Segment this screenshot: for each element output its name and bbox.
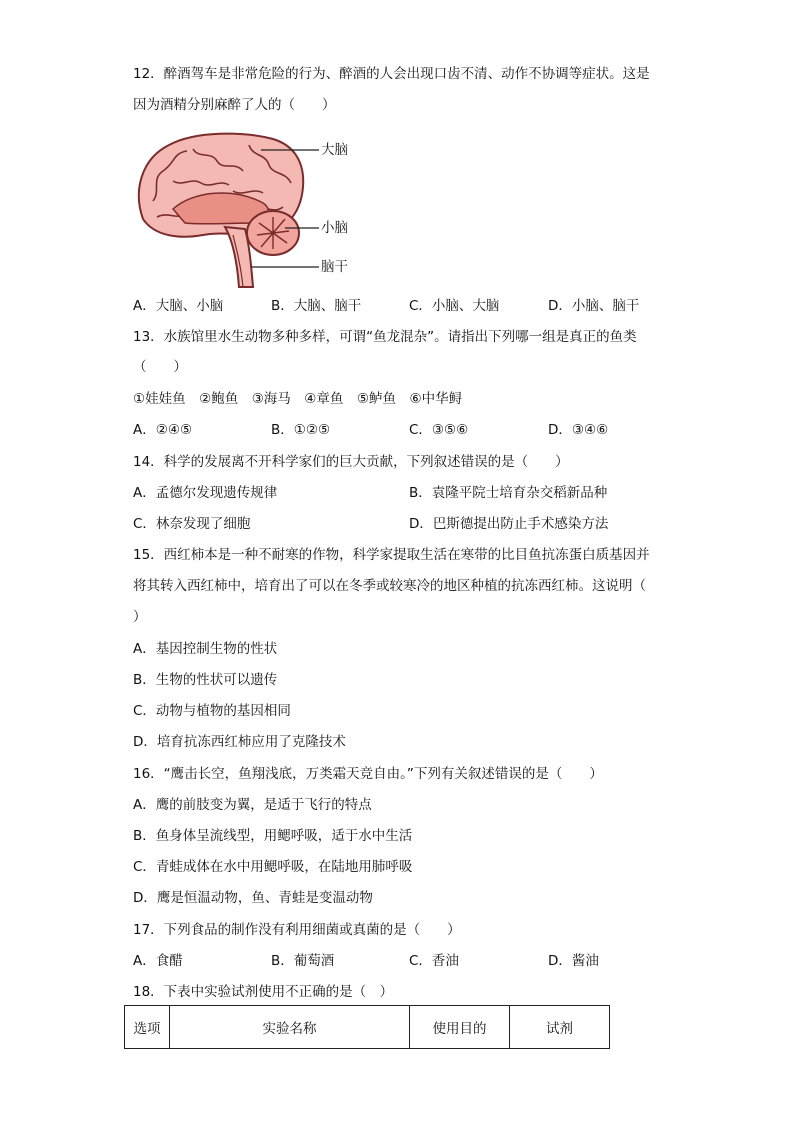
q17-option-d: D．酱油 bbox=[548, 953, 599, 969]
q16-stem: 16．“鹰击长空，鱼翔浅底，万类霜天竞自由。”下列有关叙述错误的是（ ） bbox=[133, 766, 603, 782]
q15-stem-line2: 将其转入西红柿中，培育出了可以在冬季或较寒冷的地区种植的抗冻西红柿。这说明（ bbox=[133, 578, 646, 594]
q14-option-b: B．袁隆平院士培育杂交稻新品种 bbox=[409, 485, 608, 501]
q13-option-b: B．①②⑤ bbox=[271, 422, 331, 438]
label-brainstem: 脑干 bbox=[321, 259, 348, 275]
header-reagent: 试剂 bbox=[510, 1006, 610, 1049]
q15-option-a: A．基因控制生物的性状 bbox=[133, 641, 278, 657]
q18-table bbox=[124, 1005, 610, 1049]
q17-option-c: C．香油 bbox=[409, 953, 459, 969]
q16-option-b: B．鱼身体呈流线型，用鳃呼吸，适于水中生活 bbox=[133, 828, 413, 844]
label-cerebrum: 大脑 bbox=[321, 142, 348, 158]
q15-option-c: C．动物与植物的基因相同 bbox=[133, 703, 291, 719]
header-purpose: 使用目的 bbox=[410, 1006, 510, 1049]
q15-stem-line1: 15．西红柿本是一种不耐寒的作物，科学家提取生活在寒带的比目鱼抗冻蛋白质基因并 bbox=[133, 547, 650, 563]
table-header-row bbox=[125, 1006, 610, 1049]
q14-option-c: C．林奈发现了细胞 bbox=[133, 516, 251, 532]
label-cerebellum: 小脑 bbox=[321, 220, 348, 236]
q14-option-a: A．孟德尔发现遗传规律 bbox=[133, 485, 278, 501]
q13-stem-line2: （ ） bbox=[133, 359, 187, 375]
q15-option-d: D．培育抗冻西红柿应用了克隆技术 bbox=[133, 734, 346, 750]
q13-items: ①娃娃鱼 ②鲍鱼 ③海马 ④章鱼 ⑤鲈鱼 ⑥中华鲟 bbox=[133, 391, 463, 407]
q17-option-a: A．食醋 bbox=[133, 953, 183, 969]
q14-stem: 14．科学的发展离不开科学家们的巨大贡献，下列叙述错误的是（ ） bbox=[133, 454, 569, 470]
header-experiment-name: 实验名称 bbox=[170, 1006, 410, 1049]
q12-stem-line2: 因为酒精分别麻醉了人的（ ） bbox=[133, 97, 336, 113]
q18-stem: 18．下表中实验试剂使用不正确的是（ ） bbox=[133, 984, 394, 1000]
q15-option-b: B．生物的性状可以遗传 bbox=[133, 672, 278, 688]
q12-option-c: C．小脑、大脑 bbox=[409, 298, 500, 314]
q14-option-d: D．巴斯德提出防止手术感染方法 bbox=[409, 516, 609, 532]
q15-stem-line3: ） bbox=[133, 609, 147, 625]
header-option: 选项 bbox=[125, 1006, 170, 1049]
q12-option-d: D．小脑、脑干 bbox=[548, 298, 640, 314]
q17-option-b: B．葡萄酒 bbox=[271, 953, 335, 969]
q13-option-a: A．②④⑤ bbox=[133, 422, 193, 438]
q12-option-a: A．大脑、小脑 bbox=[133, 298, 224, 314]
q16-option-c: C．青蛙成体在水中用鳃呼吸，在陆地用肺呼吸 bbox=[133, 859, 413, 875]
q13-option-c: C．③⑤⑥ bbox=[409, 422, 469, 438]
q12-option-b: B．大脑、脑干 bbox=[271, 298, 362, 314]
q17-stem: 17．下列食品的制作没有利用细菌或真菌的是（ ） bbox=[133, 922, 461, 938]
q13-stem-line1: 13．水族馆里水生动物多种多样，可谓“鱼龙混杂”。请指出下列哪一组是真正的鱼类 bbox=[133, 329, 637, 345]
q16-option-d: D．鹰是恒温动物，鱼、青蛙是变温动物 bbox=[133, 890, 373, 906]
q12-stem-line1: 12．醉酒驾车是非常危险的行为、醉酒的人会出现口齿不清、动作不协调等症状。这是 bbox=[133, 66, 650, 82]
q13-option-d: D．③④⑥ bbox=[548, 422, 609, 438]
q16-option-a: A．鹰的前肢变为翼，是适于飞行的特点 bbox=[133, 797, 372, 813]
